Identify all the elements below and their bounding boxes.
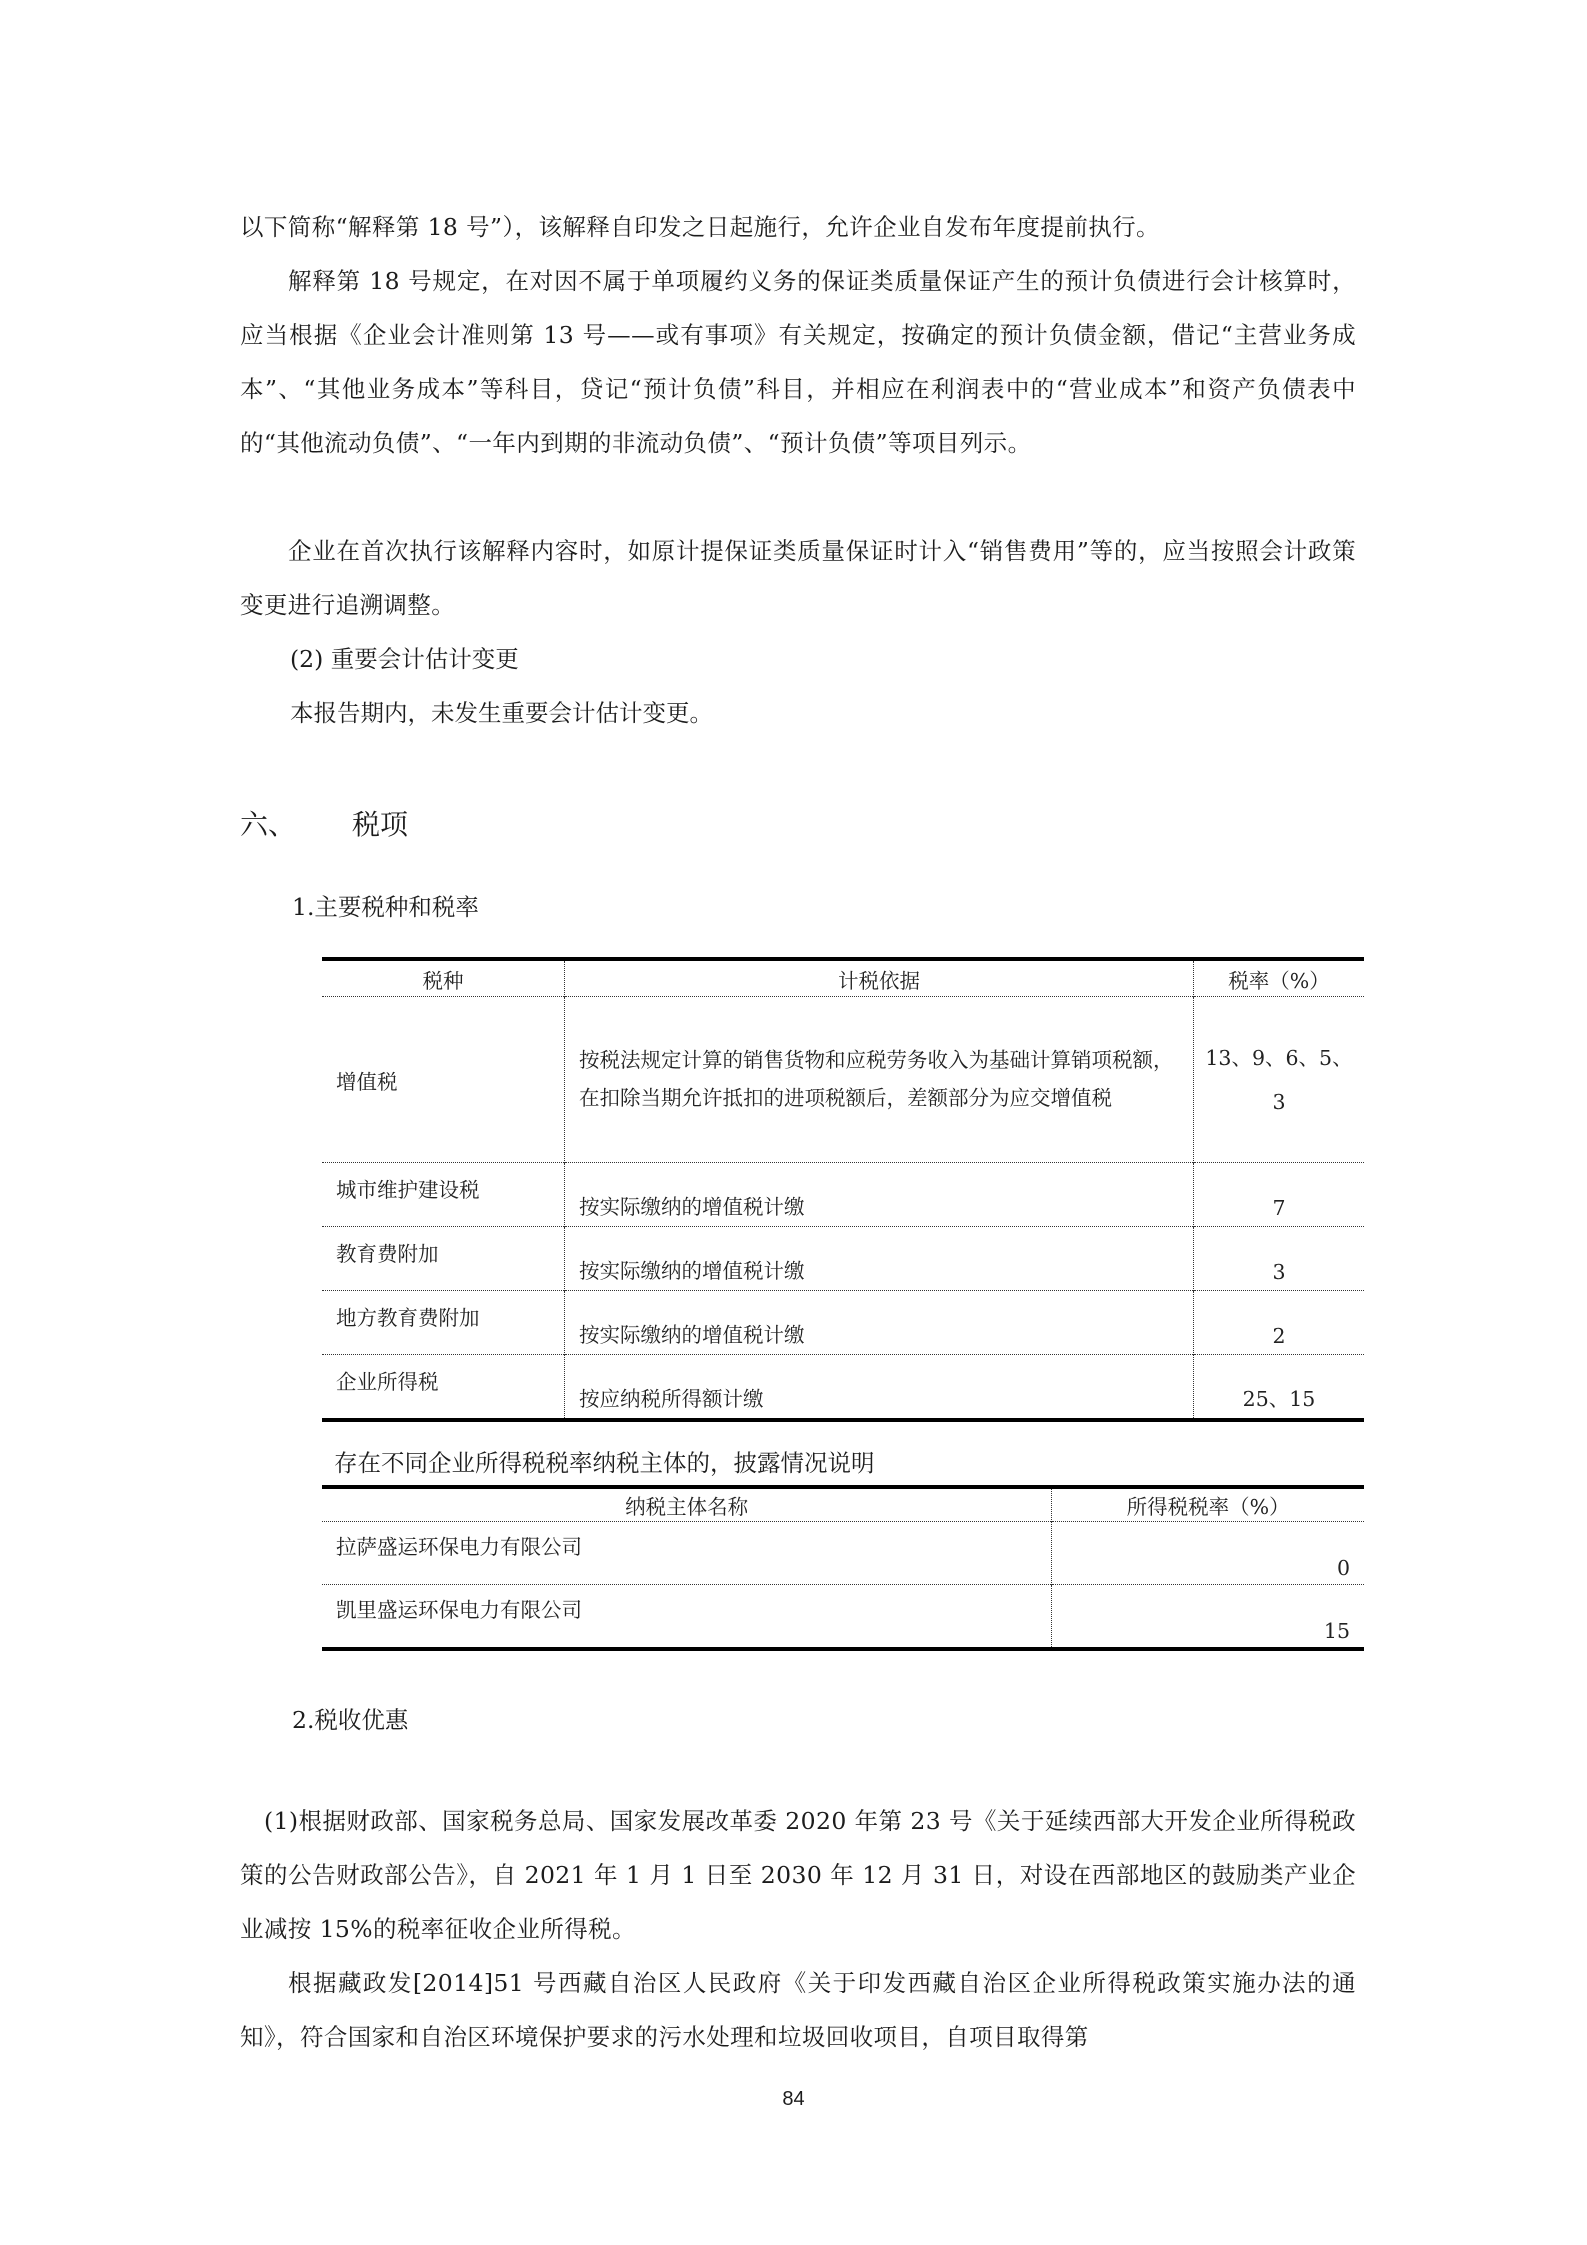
table-row (322, 1355, 1364, 1421)
tax-type-cell: 地方教育费附加 (322, 1291, 565, 1355)
table-row (322, 1522, 1364, 1585)
intro-paragraph-3: 企业在首次执行该解释内容时，如原计提保证类质量保证时计入“销售费用”等的，应当按照会计政策变更进行追溯调整。 (240, 537, 1356, 619)
entity-rates-caption: 存在不同企业所得税税率纳税主体的，披露情况说明 (334, 1449, 875, 1477)
tax-type-cell: 企业所得税 (322, 1355, 565, 1421)
header-entity-name: 纳税主体名称 (625, 1495, 749, 1519)
section-title: 税项 (352, 808, 409, 841)
tax-rate-cell: 2 (1194, 1291, 1365, 1355)
section-heading (240, 805, 408, 845)
intro-paragraph-2: 解释第 18 号规定，在对因不属于单项履约义务的保证类质量保证产生的预计负债进行会计核算时，应当根据《企业会计准则第 13 号——或有事项》有关规定，按确定的预计负债金额，借记“主营业务成本”、“其他业务成本”等科目，贷记“预计负债”科目，并相应在利润表中的“营业成本”和资产负债表中的“其他流动负债”、“一年内到期的非流动负债”、“预计负债”等项目列示。 (240, 267, 1356, 457)
tax-rates-table (322, 957, 1364, 1422)
section-number: 六、 (240, 808, 297, 841)
tax-rates-heading: 1.主要税种和税率 (292, 893, 479, 921)
tax-basis-cell: 按实际缴纳的增值税计缴 (565, 1163, 1194, 1227)
tax-rate-cell: 7 (1194, 1163, 1365, 1227)
header-tax-rate: 税率（%） (1194, 959, 1365, 997)
tax-basis-cell: 按实际缴纳的增值税计缴 (565, 1227, 1194, 1291)
estimate-change-heading: (2) 重要会计估计变更 (290, 645, 519, 673)
tax-basis-cell: 按实际缴纳的增值税计缴 (565, 1291, 1194, 1355)
entity-rate-cell: 15 (1052, 1585, 1364, 1650)
tax-type-cell: 城市维护建设税 (322, 1163, 565, 1227)
header-tax-type: 税种 (422, 968, 464, 993)
table-row (322, 1227, 1364, 1291)
table-header-row (322, 959, 1364, 997)
incentives-heading: 2.税收优惠 (292, 1706, 409, 1734)
intro-paragraph-1: 以下简称“解释第 18 号”），该解释自印发之日起施行，允许企业自发布年度提前执行。 (240, 213, 1160, 241)
tax-rate-cell: 13、9、6、5、3 (1194, 997, 1365, 1163)
estimate-change-text: 本报告期内，未发生重要会计估计变更。 (290, 699, 713, 727)
header-tax-basis: 计税依据 (565, 959, 1194, 997)
tax-type-cell: 增值税 (322, 997, 565, 1163)
page-number: 84 (782, 2088, 805, 2110)
tax-basis-cell: 按应纳税所得额计缴 (565, 1355, 1194, 1421)
entity-name-cell: 凯里盛运环保电力有限公司 (322, 1585, 1052, 1650)
table-row (322, 1585, 1364, 1650)
entity-rate-cell: 0 (1052, 1522, 1364, 1585)
tax-type-cell: 教育费附加 (322, 1227, 565, 1291)
entity-name-cell: 拉萨盛运环保电力有限公司 (322, 1522, 1052, 1585)
tax-rate-cell: 25、15 (1194, 1355, 1365, 1421)
tax-rate-cell: 3 (1194, 1227, 1365, 1291)
incentives-paragraph-2: 根据藏政发[2014]51 号西藏自治区人民政府《关于印发西藏自治区企业所得税政策实施办法的通知》，符合国家和自治区环境保护要求的污水处理和垃圾回收项目，自项目取得第 (240, 1969, 1356, 2051)
header-income-tax-rate: 所得税税率（%） (1052, 1487, 1364, 1522)
entity-rates-table (322, 1485, 1364, 1651)
table-header-row (322, 1487, 1364, 1522)
table-row (322, 1291, 1364, 1355)
incentives-paragraph-1: (1)根据财政部、国家税务总局、国家发展改革委 2020 年第 23 号《关于延续西部大开发企业所得税政策的公告财政部公告》，自 2021 年 1 月 1 日至 2030 年 12 月 31 日，对设在西部地区的鼓励类产业企业减按 15%的税率征收企业所得税。 (240, 1807, 1356, 1943)
tax-basis-cell: 按税法规定计算的销售货物和应税劳务收入为基础计算销项税额，在扣除当期允许抵扣的进项税额后，差额部分为应交增值税 (565, 997, 1194, 1163)
table-row (322, 997, 1364, 1163)
table-row (322, 1163, 1364, 1227)
